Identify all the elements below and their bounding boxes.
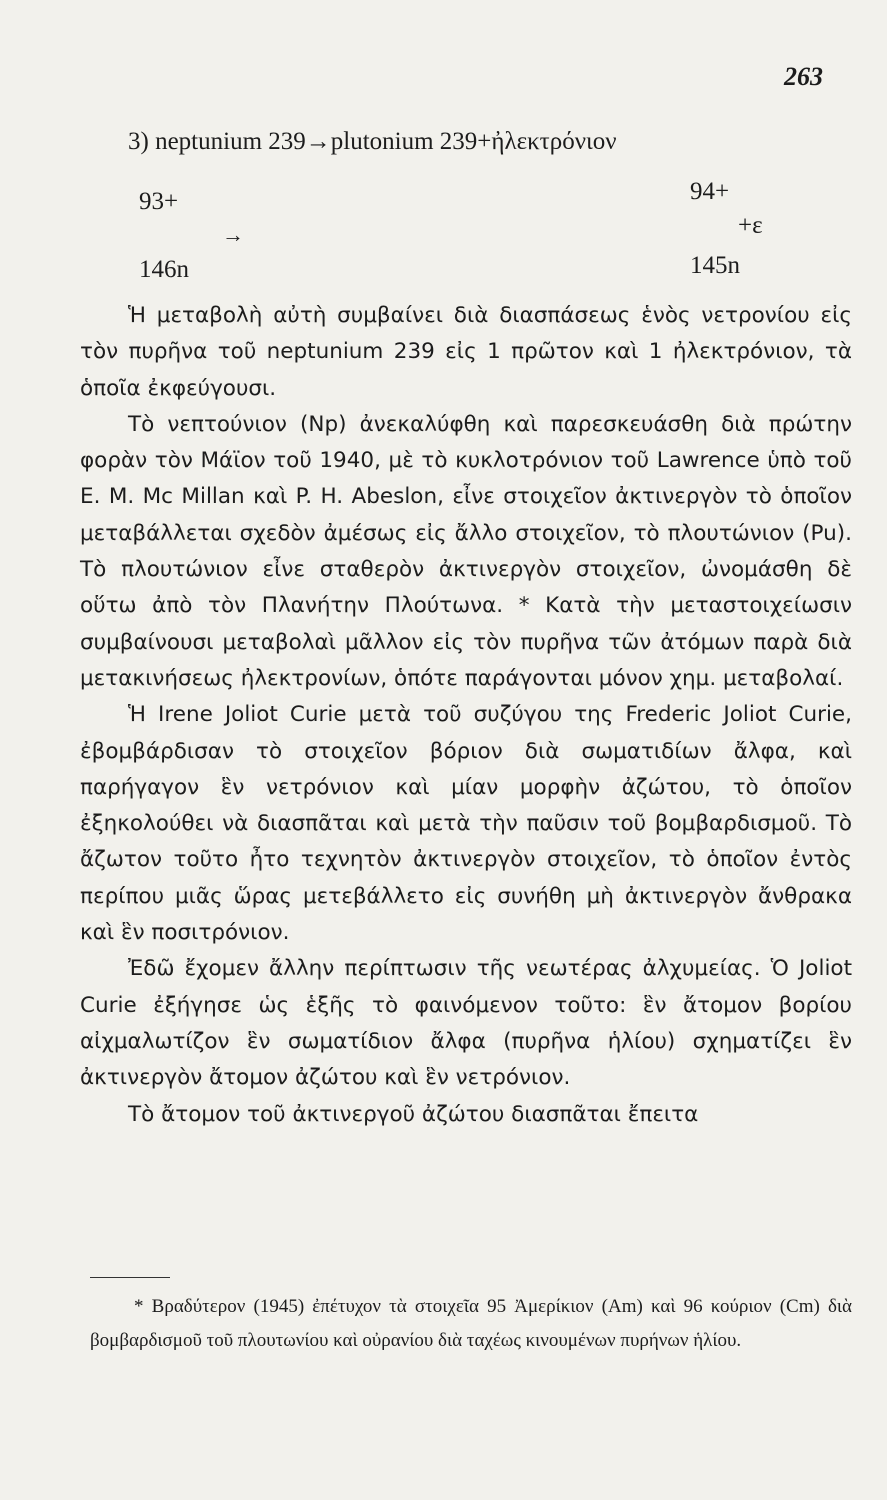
reaction-title: 3) neptunium 239→plutonium 239+ἠλεκτρόνιον	[128, 128, 617, 155]
footnote	[90, 1290, 852, 1358]
footnote-text: * Βραδύτερον (1945) ἐπέτυχον τὰ στοιχεῖα 95 Ἀμερίκιον (Am) καὶ 96 κούριον (Cm) διὰ βομβαρδισμοῦ τοῦ πλουτωνίου καὶ οὐρανίου διὰ ταχέως κινουμένων πυρήνων ἡλίου.	[90, 1296, 852, 1351]
page-number: 263	[784, 62, 823, 91]
product-electron: +ε	[738, 212, 763, 239]
paragraph: Τὸ νεπτούνιον (Np) ἀνεκαλύφθη καὶ παρεσκευάσθη διὰ πρώτην φορὰν τὸν Μάϊον τοῦ 1940, μὲ τὸ κυκλοτρόνιον τοῦ Lawrence ὑπὸ τοῦ E. M. Mc Millan καὶ P. H. Abeslon, εἶνε στοιχεῖον ἀκτινεργὸν τὸ ὁποῖον μεταβάλλεται σχεδὸν ἀμέσως εἰς ἄλλο στοιχεῖον, τὸ πλουτώνιον (Pu). Τὸ πλουτώνιον εἶνε σταθερὸν ἀκτινεργὸν στοιχεῖον, ὠνομάσθη δὲ οὕτω ἀπὸ τὸν Πλανήτην Πλούτωνα. * Κατὰ τὴν μεταστοιχείωσιν συμβαίνουσι μεταβολαὶ μᾶλλον εἰς τὸν πυρῆνα τῶν ἀτόμων παρὰ διὰ μετακινήσεως ἠλεκτρονίων, ὁπότε παράγονται μόνον χημ. μεταβολαί.	[80, 411, 852, 691]
product-protons: 94+	[690, 178, 730, 205]
paragraph: Ἐδῶ ἔχομεν ἄλλην περίπτωσιν τῆς νεωτέρας ἀλχυμείας. Ὁ Joliot Curie ἐξήγησε ὡς ἑξῆς τὸ φαινόμενον τοῦτο: ἓν ἄτομον βορίου αἰχμαλωτίζον ἓν σωματίδιον ἄλφα (πυρῆνα ἡλίου) σχηματίζει ἓν ἀκτινεργὸν ἄτομον ἀζώτου καὶ ἓν νετρόνιον.	[80, 956, 852, 1091]
paragraph: Ἡ μεταβολὴ αὐτὴ συμβαίνει διὰ διασπάσεως ἑνὸς νετρονίου εἰς τὸν πυρῆνα τοῦ neptunium 239 εἰς 1 πρῶτον καὶ 1 ἠλεκτρόνιον, τὰ ὁποῖα ἐκφεύγουσι.	[80, 303, 852, 401]
reaction-arrow: →	[222, 222, 244, 247]
reactant-protons: 93+	[139, 188, 179, 215]
footnote-divider	[90, 1277, 170, 1278]
paragraph: Ἡ Irene Joliot Curie μετὰ τοῦ συζύγου της Frederic Joliot Curie, ἐβομβάρδισαν τὸ στοιχεῖον βόριον διὰ σωματιδίων ἄλφα, καὶ παρήγαγον ἓν νετρόνιον καὶ μίαν μορφὴν ἀζώτου, τὸ ὁποῖον ἐξηκολούθει νὰ διασπᾶται καὶ μετὰ τὴν παῦσιν τοῦ βομβαρδισμοῦ. Τὸ ἄζωτον τοῦτο ἦτο τεχνητὸν ἀκτινεργὸν στοιχεῖον, τὸ ὁποῖον ἐντὸς περίπου μιᾶς ὥρας μετεβάλλετο εἰς συνήθη μὴ ἀκτινεργὸν ἄνθρακα καὶ ἓν ποσιτρόνιον.	[80, 702, 852, 946]
reactant-neutrons: 146n	[139, 256, 189, 283]
paragraph: Τὸ ἄτομον τοῦ ἀκτινεργοῦ ἀζώτου διασπᾶται ἔπειτα	[128, 1101, 699, 1127]
body-text	[80, 298, 852, 1133]
product-neutrons: 145n	[690, 252, 740, 279]
